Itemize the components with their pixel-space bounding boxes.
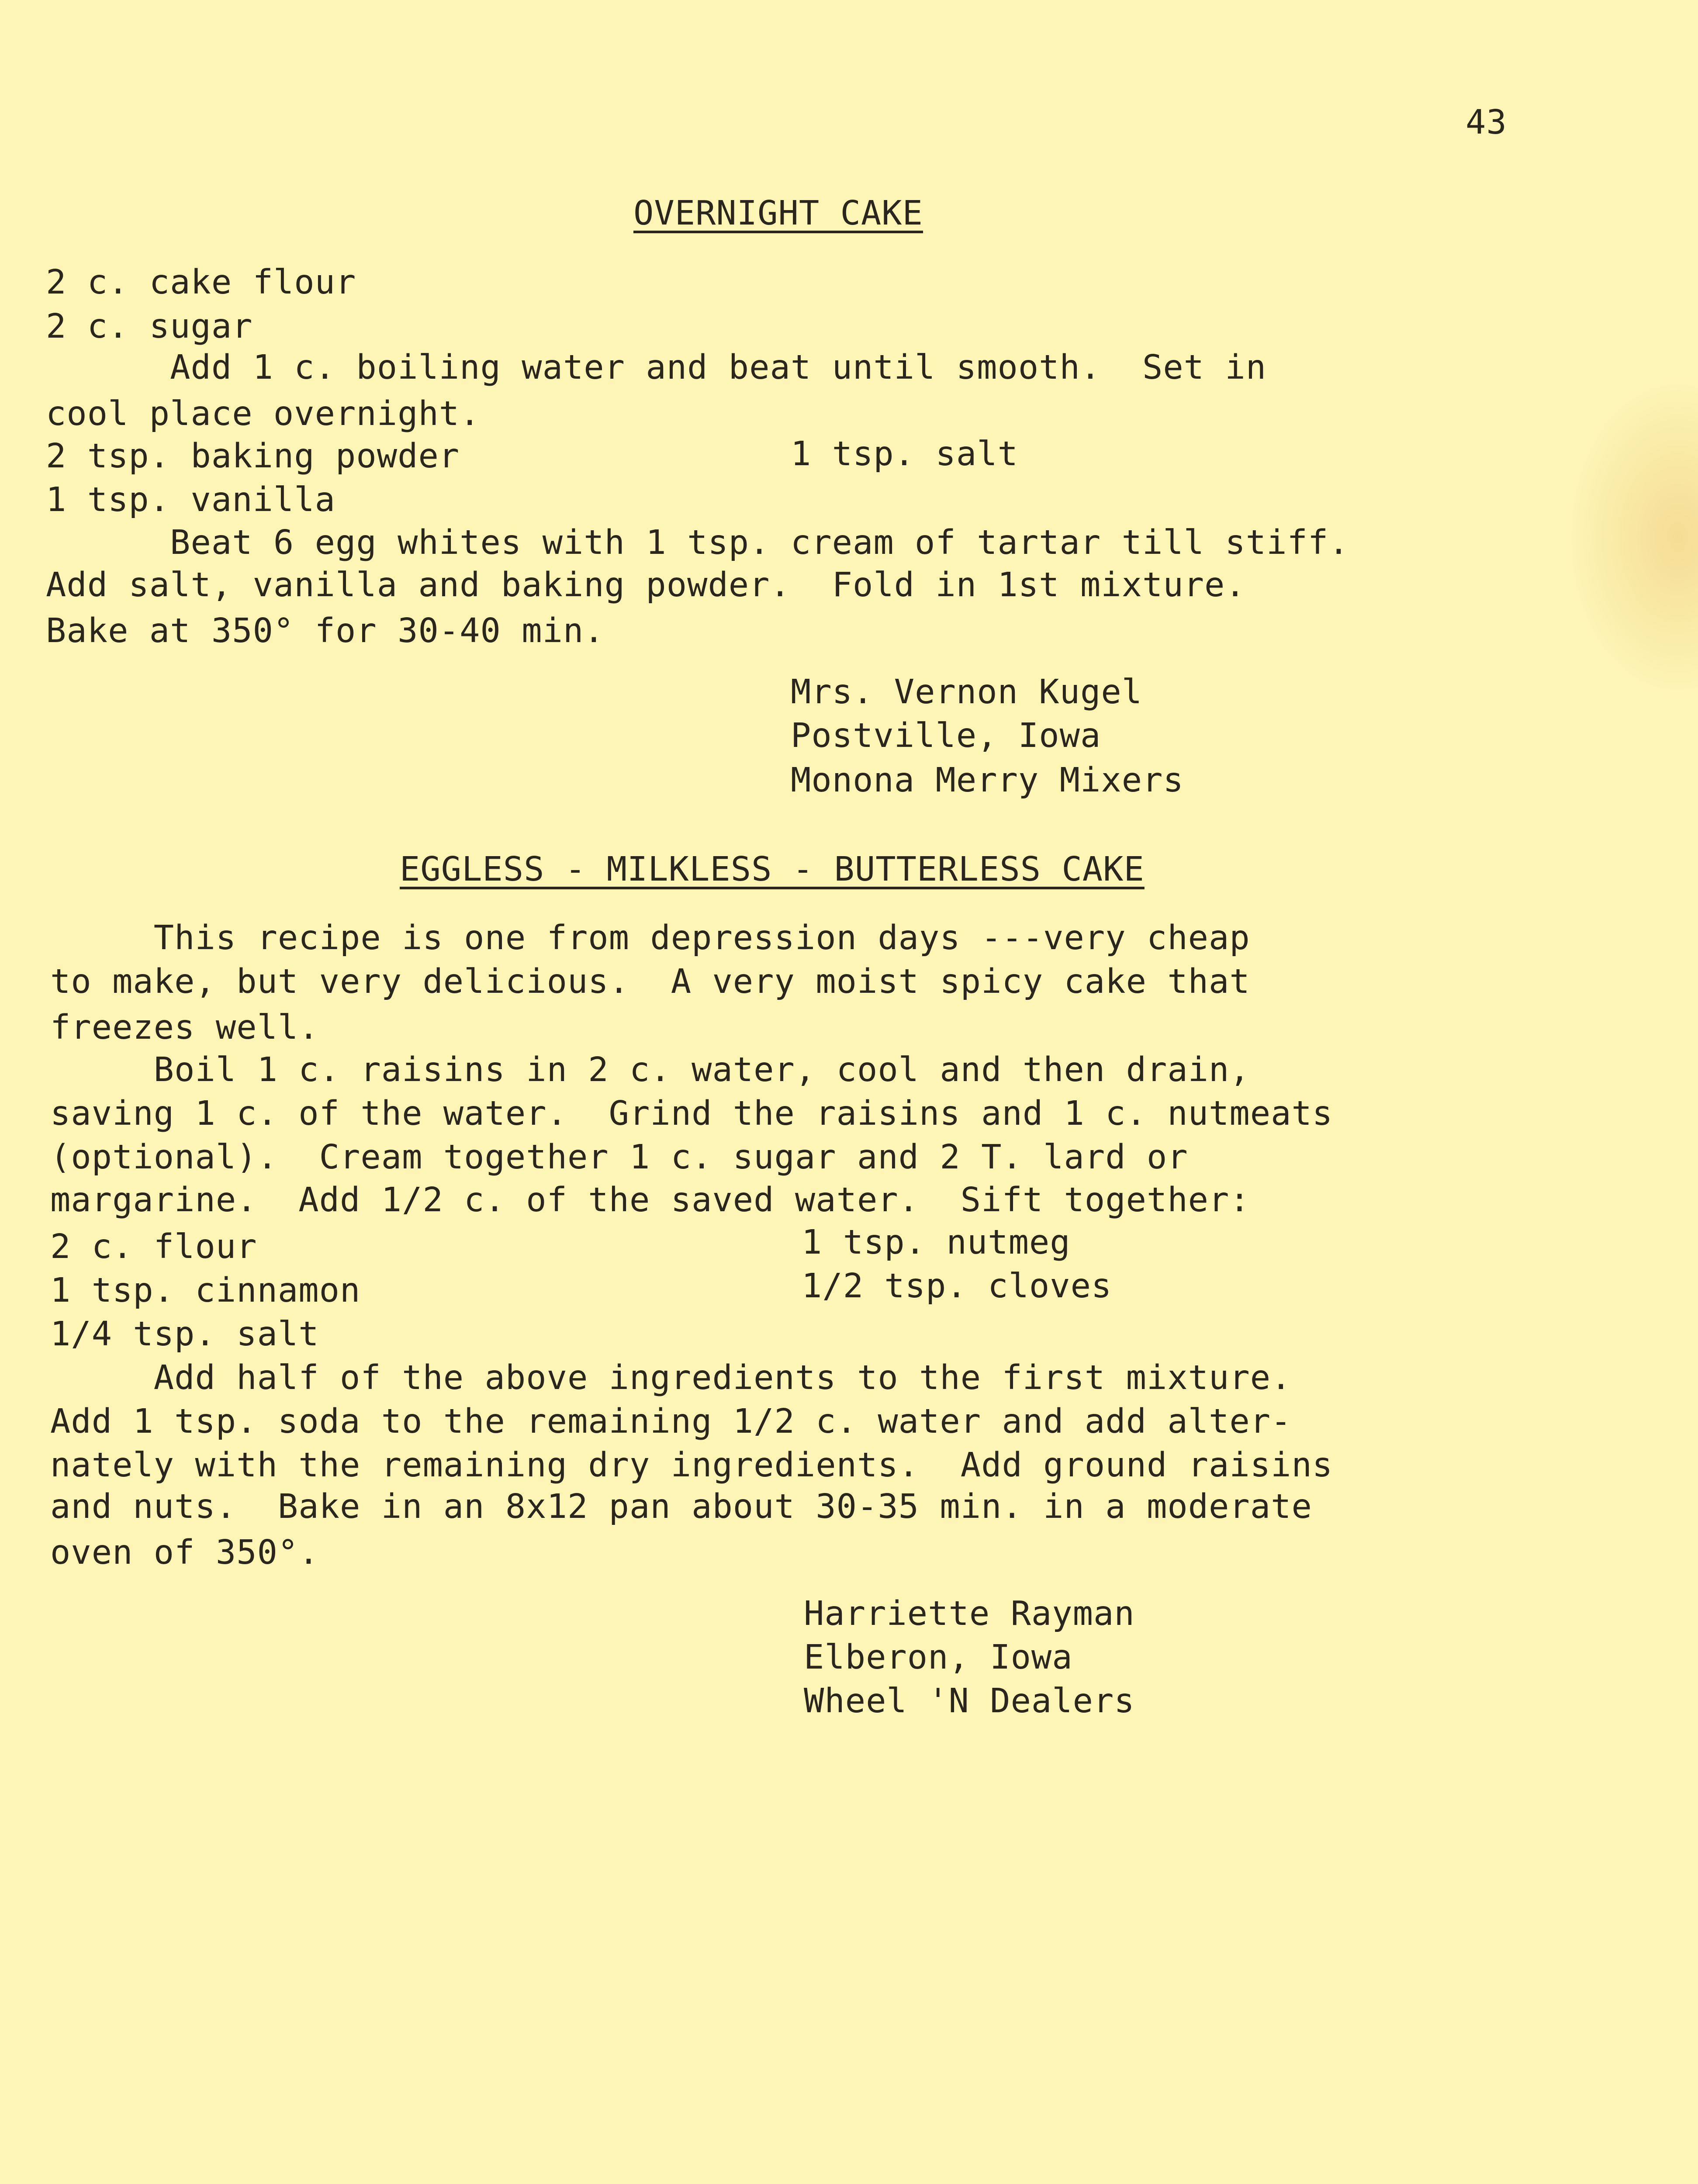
recipe-1-line: cool place overnight. bbox=[46, 394, 481, 433]
recipe-2-line: (optional). Cream together 1 c. sugar and 2 T. lard or bbox=[50, 1138, 1188, 1177]
recipe-2-line: Add 1 tsp. soda to the remaining 1/2 c. water and add alter- bbox=[50, 1402, 1292, 1441]
recipe-1-author-name: Mrs. Vernon Kugel bbox=[791, 673, 1143, 712]
recipe-2-line: freezes well. bbox=[50, 1008, 319, 1047]
recipe-2-line: margarine. Add 1/2 c. of the saved water. Sift together: bbox=[50, 1181, 1250, 1220]
recipe-1-line: 2 tsp. baking powder bbox=[46, 437, 460, 476]
recipe-2-line: Add half of the above ingredients to the first mixture. bbox=[50, 1358, 1292, 1397]
recipe-2-line: This recipe is one from depression days ---very cheap bbox=[50, 919, 1250, 957]
recipe-1-line: Bake at 350° for 30-40 min. bbox=[46, 612, 605, 650]
recipe-2-title: EGGLESS - MILKLESS - BUTTERLESS CAKE bbox=[400, 850, 1145, 889]
recipe-2-author-name: Harriette Rayman bbox=[804, 1594, 1135, 1633]
recipe-1-author-club: Monona Merry Mixers bbox=[791, 761, 1184, 800]
recipe-2-author-club: Wheel 'N Dealers bbox=[804, 1682, 1135, 1721]
recipe-2-line: saving 1 c. of the water. Grind the raisins and 1 c. nutmeats bbox=[50, 1094, 1333, 1133]
recipe-2-right-col: 1 tsp. nutmeg bbox=[802, 1223, 1071, 1262]
recipe-2-line: and nuts. Bake in an 8x12 pan about 30-35 min. in a moderate bbox=[50, 1487, 1312, 1526]
recipe-1-author-town: Postville, Iowa bbox=[791, 716, 1101, 755]
recipe-1-line: Beat 6 egg whites with 1 tsp. cream of tartar till stiff. bbox=[46, 523, 1349, 562]
recipe-1-right-col: 1 tsp. salt bbox=[791, 435, 1018, 473]
recipe-2-line: nately with the remaining dry ingredients. Add ground raisins bbox=[50, 1446, 1333, 1485]
recipe-2-line: 1 tsp. cinnamon bbox=[50, 1271, 361, 1310]
recipe-1-line: 2 c. sugar bbox=[46, 307, 253, 346]
recipe-1-line: 1 tsp. vanilla bbox=[46, 480, 336, 519]
recipe-1-line: Add salt, vanilla and baking powder. Fold in 1st mixture. bbox=[46, 566, 1246, 605]
recipe-2-line: 1/4 tsp. salt bbox=[50, 1315, 319, 1354]
recipe-2-author-town: Elberon, Iowa bbox=[804, 1638, 1073, 1677]
recipe-2-line: 2 c. flour bbox=[50, 1227, 257, 1266]
page-number: 43 bbox=[1466, 103, 1507, 142]
recipe-1-title: OVERNIGHT CAKE bbox=[633, 194, 923, 233]
recipe-2-line: oven of 350°. bbox=[50, 1533, 319, 1572]
recipe-2-line: to make, but very delicious. A very moist spicy cake that bbox=[50, 962, 1250, 1001]
recipe-2-line: Boil 1 c. raisins in 2 c. water, cool and then drain, bbox=[50, 1051, 1250, 1089]
recipe-2-right-col: 1/2 tsp. cloves bbox=[802, 1267, 1112, 1306]
recipe-1-line: Add 1 c. boiling water and beat until smooth. Set in bbox=[46, 348, 1267, 387]
recipe-1-line: 2 c. cake flour bbox=[46, 263, 356, 302]
